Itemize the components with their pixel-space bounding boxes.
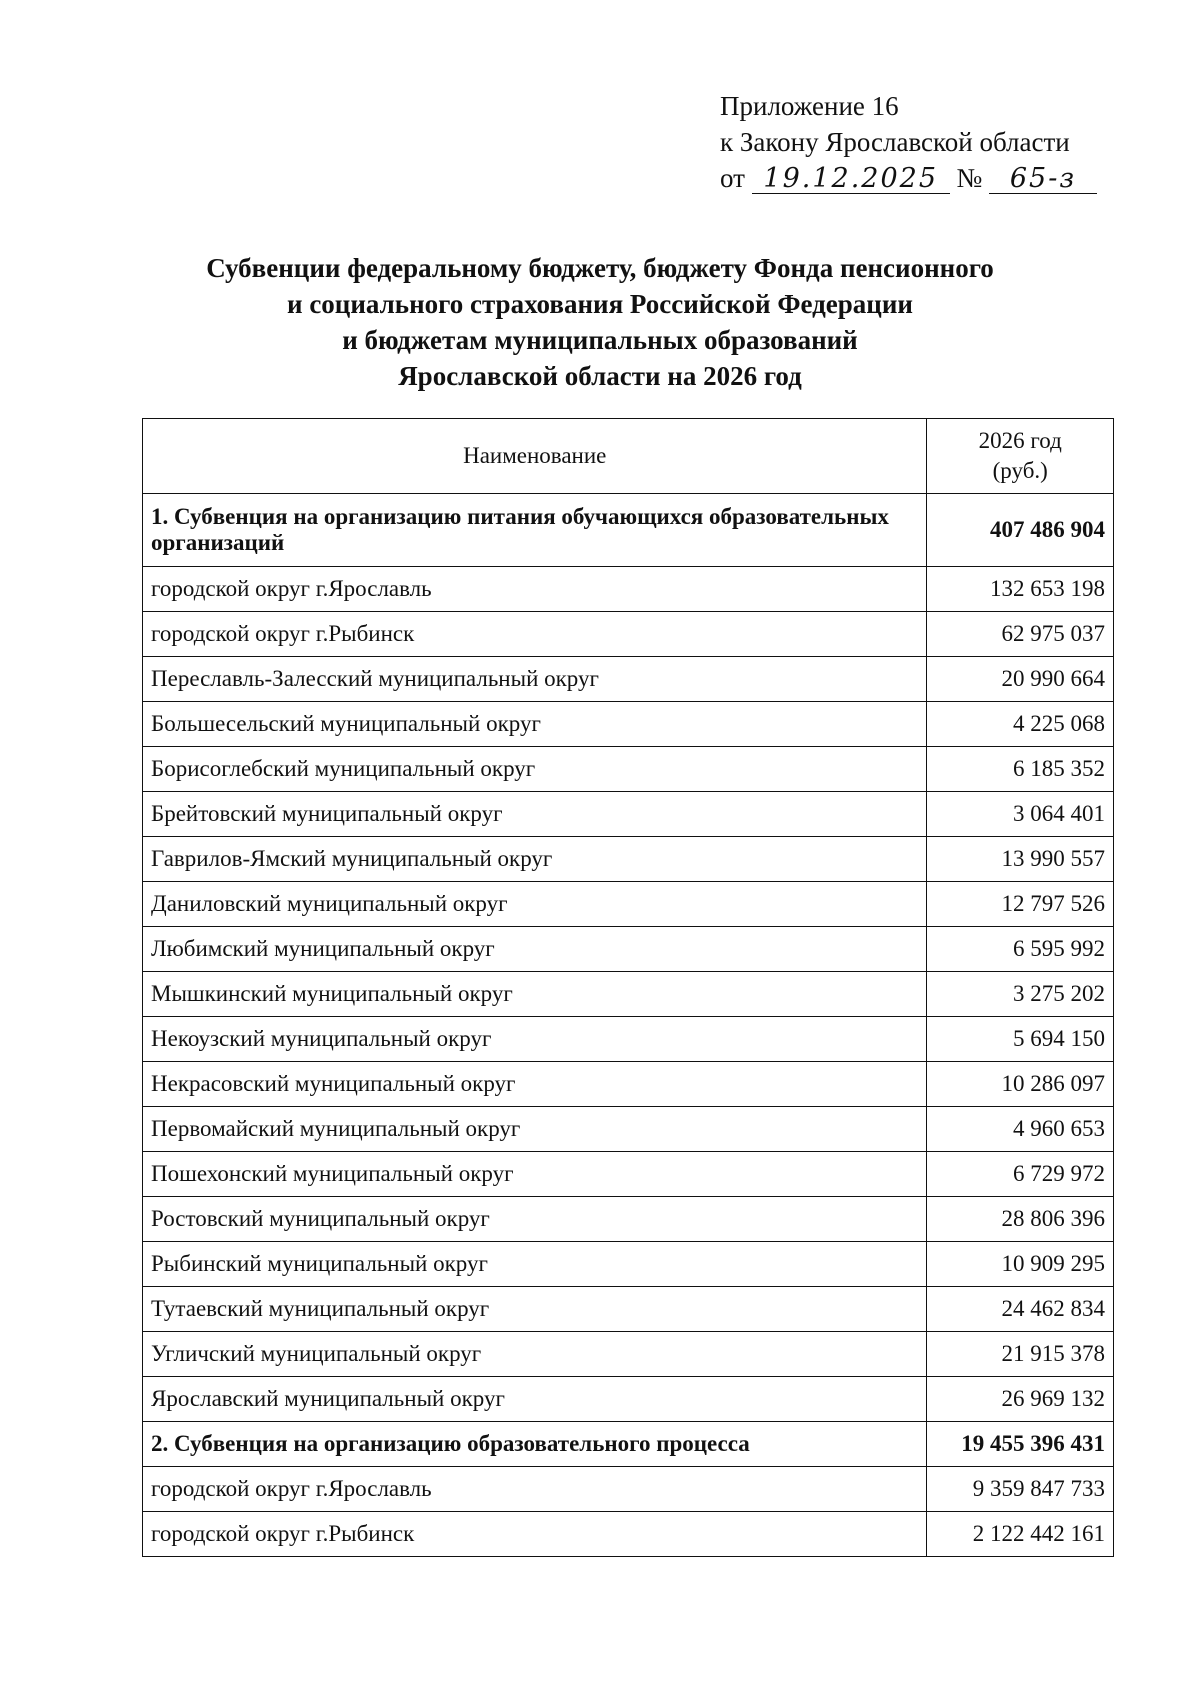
municipality-name: Тутаевский муниципальный округ [143,1287,927,1332]
col-header-name: Наименование [143,419,927,494]
municipality-amount: 6 595 992 [927,927,1114,972]
appendix-header [720,88,1097,196]
municipality-amount: 12 797 526 [927,882,1114,927]
table-header-row [143,419,1114,494]
municipality-name: городской округ г.Ярославль [143,567,927,612]
municipality-amount: 132 653 198 [927,567,1114,612]
number-label: № [956,163,983,193]
document-title [100,250,1100,394]
municipality-name: Брейтовский муниципальный округ [143,792,927,837]
table-row [143,1332,1114,1377]
municipality-amount: 4 225 068 [927,702,1114,747]
municipality-amount: 10 909 295 [927,1242,1114,1287]
municipality-amount: 4 960 653 [927,1107,1114,1152]
municipality-amount: 26 969 132 [927,1377,1114,1422]
table-row [143,612,1114,657]
table-row [143,1287,1114,1332]
municipality-amount: 10 286 097 [927,1062,1114,1107]
municipality-name: Борисоглебский муниципальный округ [143,747,927,792]
table-row [143,1152,1114,1197]
table-row [143,657,1114,702]
section-total: 19 455 396 431 [927,1422,1114,1467]
title-line-1: Субвенции федеральному бюджету, бюджету Фонда пенсионного [206,253,994,283]
col-header-amount-year: 2026 год [978,428,1062,453]
section-row [143,494,1114,567]
from-label: от [720,163,745,193]
table-row [143,1512,1114,1557]
municipality-name: Угличский муниципальный округ [143,1332,927,1377]
table-row [143,1107,1114,1152]
municipality-amount: 28 806 396 [927,1197,1114,1242]
municipality-name: Некоузский муниципальный округ [143,1017,927,1062]
appendix-line-3 [720,160,1097,196]
municipality-amount: 20 990 664 [927,657,1114,702]
municipality-amount: 6 729 972 [927,1152,1114,1197]
municipality-name: Ярославский муниципальный округ [143,1377,927,1422]
municipality-name: Первомайский муниципальный округ [143,1107,927,1152]
municipality-name: Некрасовский муниципальный округ [143,1062,927,1107]
title-line-4: Ярославской области на 2026 год [398,361,802,391]
section-row [143,1422,1114,1467]
appendix-line-2: к Закону Ярославской области [720,127,1070,157]
municipality-name: Рыбинский муниципальный округ [143,1242,927,1287]
handwritten-number: 65-з [989,165,1097,194]
municipality-name: Большесельский муниципальный округ [143,702,927,747]
municipality-amount: 3 064 401 [927,792,1114,837]
table-row [143,747,1114,792]
table-row [143,567,1114,612]
municipality-amount: 2 122 442 161 [927,1512,1114,1557]
municipality-name: Гаврилов-Ямский муниципальный округ [143,837,927,882]
table-row [143,972,1114,1017]
table-row [143,1197,1114,1242]
municipality-name: Мышкинский муниципальный округ [143,972,927,1017]
appendix-line-1: Приложение 16 [720,91,899,121]
municipality-name: Переславль-Залесский муниципальный округ [143,657,927,702]
subvention-table [142,418,1114,1557]
section-title: 1. Субвенция на организацию питания обучающихся образовательных организаций [143,494,927,567]
table-row [143,1377,1114,1422]
col-header-amount-unit: (руб.) [992,458,1048,483]
col-header-amount [927,419,1114,494]
title-line-2: и социального страхования Российской Федерации [287,289,913,319]
table-row [143,927,1114,972]
municipality-amount: 24 462 834 [927,1287,1114,1332]
municipality-name: городской округ г.Ярославль [143,1467,927,1512]
municipality-amount: 13 990 557 [927,837,1114,882]
municipality-name: Любимский муниципальный округ [143,927,927,972]
table-row [143,702,1114,747]
table-row [143,1467,1114,1512]
municipality-amount: 3 275 202 [927,972,1114,1017]
title-line-3: и бюджетам муниципальных образований [342,325,858,355]
municipality-name: Даниловский муниципальный округ [143,882,927,927]
municipality-amount: 6 185 352 [927,747,1114,792]
table-row [143,792,1114,837]
municipality-name: городской округ г.Рыбинск [143,1512,927,1557]
table-row [143,1017,1114,1062]
section-title: 2. Субвенция на организацию образовательного процесса [143,1422,927,1467]
municipality-amount: 62 975 037 [927,612,1114,657]
table-row [143,882,1114,927]
municipality-name: Пошехонский муниципальный округ [143,1152,927,1197]
handwritten-date: 19.12.2025 [752,165,950,194]
municipality-amount: 5 694 150 [927,1017,1114,1062]
table-body [143,494,1114,1557]
municipality-amount: 9 359 847 733 [927,1467,1114,1512]
table-row [143,1062,1114,1107]
table-row [143,837,1114,882]
municipality-amount: 21 915 378 [927,1332,1114,1377]
municipality-name: городской округ г.Рыбинск [143,612,927,657]
section-total: 407 486 904 [927,494,1114,567]
table-row [143,1242,1114,1287]
municipality-name: Ростовский муниципальный округ [143,1197,927,1242]
